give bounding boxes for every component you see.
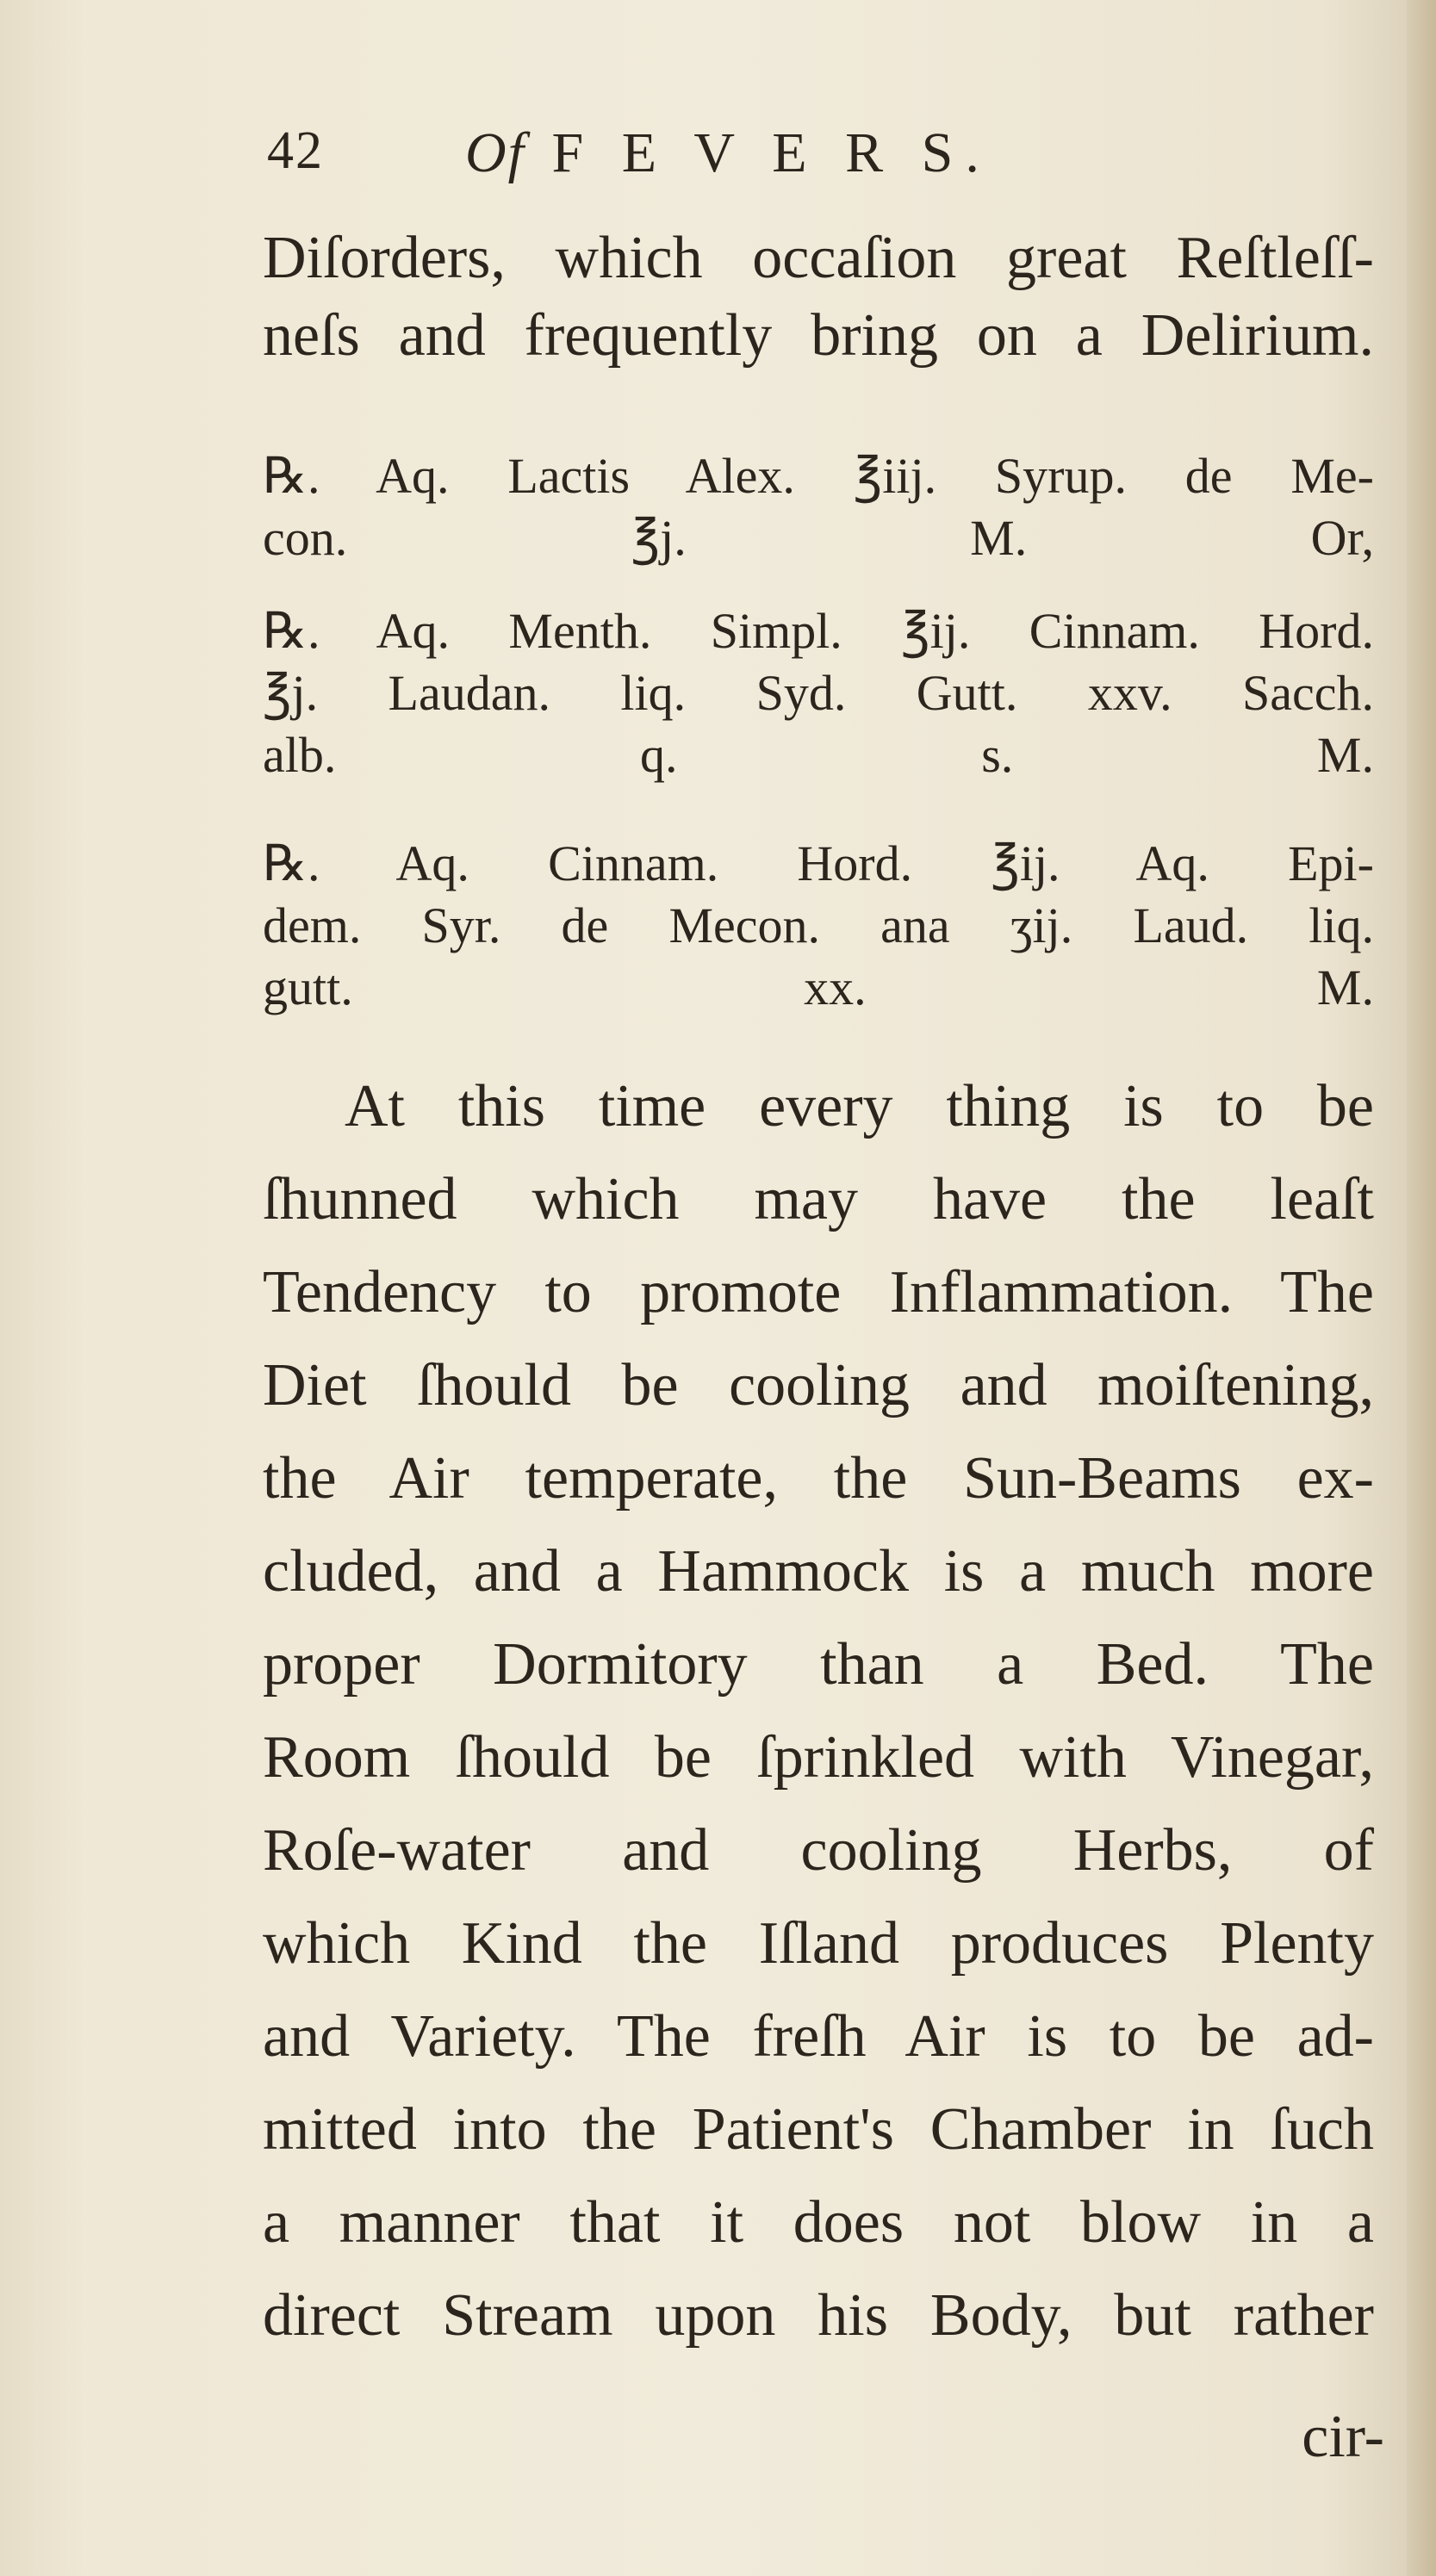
prescription-line: ℞. Aq. Menth. Simpl. ℥ij. Cinnam. Hord.: [263, 603, 1374, 659]
text-line: Room ſhould be ſprinkled with Vinegar,: [263, 1724, 1374, 1791]
text-line: At this time every thing is to be: [345, 1073, 1374, 1139]
text-line: Diet ſhould be cooling and moiſtening,: [263, 1352, 1374, 1418]
prescription-line: alb. q. s. M.: [263, 727, 1374, 783]
text-line: which Kind the Iſland produces Plenty: [263, 1910, 1374, 1977]
text-line: Tendency to promote Inflammation. The: [263, 1259, 1374, 1325]
prescription-line: con. ℥j. M. Or,: [263, 510, 1374, 566]
text-line: mitted into the Patient's Chamber in ſuch: [263, 2096, 1374, 2163]
text-line: Diſorders, which occaſion great Reſtleſſ-: [263, 225, 1374, 291]
prescription-line: ℞. Aq. Lactis Alex. ℥iij. Syrup. de Me-: [263, 448, 1374, 504]
running-title: [465, 121, 992, 186]
running-head: [267, 121, 1387, 198]
text-line: cluded, and a Hammock is a much more: [263, 1538, 1374, 1605]
text-line: Roſe-water and cooling Herbs, of: [263, 1817, 1374, 1884]
text-line: the Air temperate, the Sun-Beams ex-: [263, 1445, 1374, 1511]
page-edge: [1407, 0, 1436, 2576]
page-number: 42: [267, 121, 324, 180]
text-line: direct Stream upon his Body, but rather: [263, 2282, 1374, 2349]
prescription-line: ℥j. Laudan. liq. Syd. Gutt. xxv. Sacch.: [263, 665, 1374, 721]
prescription-line: gutt. xx. M.: [263, 959, 1374, 1015]
running-title-prefix: Of: [465, 121, 525, 184]
prescription-line: ℞. Aq. Cinnam. Hord. ℥ij. Aq. Epi-: [263, 835, 1374, 891]
text-line: a manner that it does not blow in a: [263, 2189, 1374, 2256]
catchword: cir-: [1302, 2404, 1384, 2470]
text-line: neſs and frequently bring on a Delirium.: [263, 302, 1374, 369]
text-line: proper Dormitory than a Bed. The: [263, 1631, 1374, 1698]
text-line: and Variety. The freſh Air is to be ad-: [263, 2003, 1374, 2070]
prescription-line: dem. Syr. de Mecon. ana ʒij. Laud. liq.: [263, 897, 1374, 953]
text-line: ſhunned which may have the leaſt: [263, 1166, 1374, 1232]
running-title-text: F E V E R S.: [551, 121, 992, 184]
